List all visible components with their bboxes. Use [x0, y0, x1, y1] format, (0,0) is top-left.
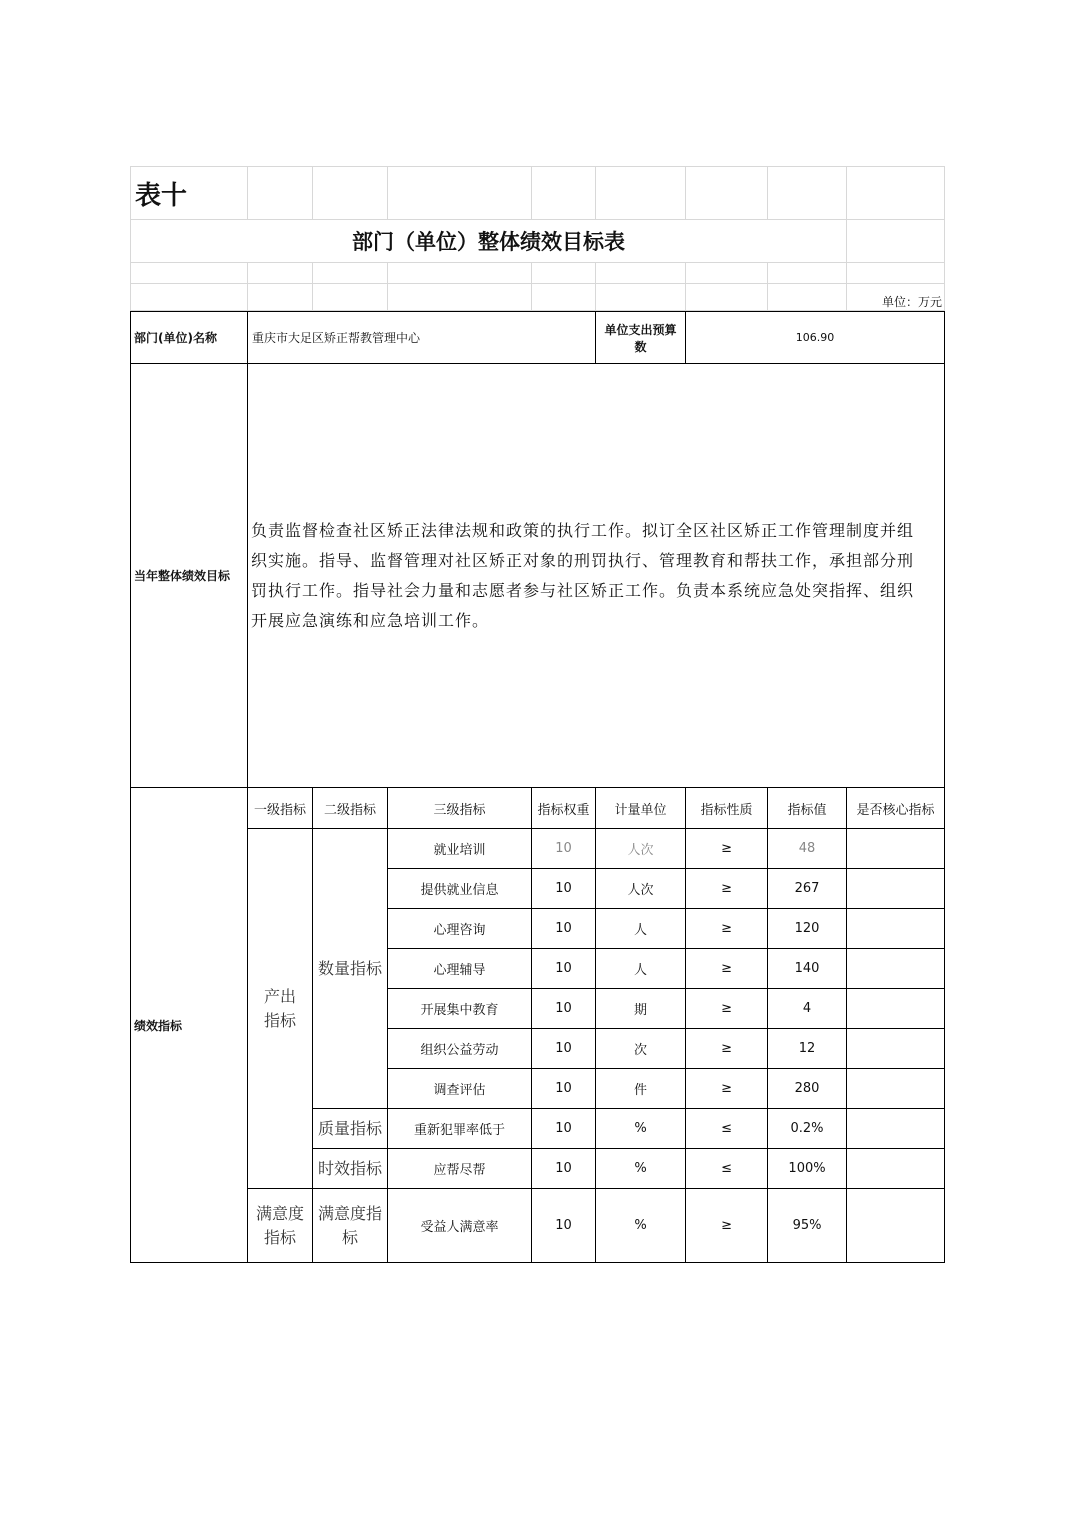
indicator-header-row [131, 788, 945, 829]
indicator-name: 提供就业信息 [388, 869, 532, 909]
indicator-name: 开展集中教育 [388, 989, 532, 1029]
indicator-core [847, 1189, 945, 1263]
header-unit: 计量单位 [596, 788, 686, 829]
indicator-weight: 10 [532, 949, 596, 989]
indicator-op: ≥ [686, 1069, 768, 1109]
level1-output: 产出指标 [248, 829, 313, 1189]
header-nature: 指标性质 [686, 788, 768, 829]
header-core: 是否核心指标 [847, 788, 945, 829]
indicator-value: 100% [768, 1149, 847, 1189]
indicator-weight: 10 [532, 829, 596, 869]
indicator-value: 140 [768, 949, 847, 989]
table-row [131, 1189, 945, 1263]
level1-satisfaction: 满意度指标 [248, 1189, 313, 1263]
indicator-unit: 次 [596, 1029, 686, 1069]
indicator-value: 48 [768, 829, 847, 869]
indicator-weight: 10 [532, 989, 596, 1029]
indicator-unit: 人 [596, 909, 686, 949]
indicator-weight: 10 [532, 1149, 596, 1189]
indicator-name: 调查评估 [388, 1069, 532, 1109]
indicator-unit: % [596, 1149, 686, 1189]
indicator-core [847, 869, 945, 909]
performance-target-sheet [130, 166, 944, 1263]
indicator-op: ≤ [686, 1109, 768, 1149]
level2-satisfaction: 满意度指标 [313, 1189, 388, 1263]
header-value: 指标值 [768, 788, 847, 829]
indicator-name: 心理咨询 [388, 909, 532, 949]
indicator-weight: 10 [532, 1189, 596, 1263]
indicator-name: 重新犯罪率低于 [388, 1109, 532, 1149]
sheet-header-grid [130, 166, 945, 311]
indicator-op: ≥ [686, 1029, 768, 1069]
indicator-weight: 10 [532, 909, 596, 949]
level2-quantity: 数量指标 [313, 829, 388, 1109]
indicator-weight: 10 [532, 1069, 596, 1109]
indicator-weight: 10 [532, 869, 596, 909]
indicator-name: 受益人满意率 [388, 1189, 532, 1263]
goal-text: 负责监督检查社区矫正法律法规和政策的执行工作。拟订全区社区矫正工作管理制度并组织实施。指导、监督管理对社区矫正对象的刑罚执行、管理教育和帮扶工作，承担部分刑罚执行工作。指导社会力量和志愿者参与社区矫正工作。负责本系统应急处突指挥、组织开展应急演练和应急培训工作。 [248, 364, 945, 788]
indicator-op: ≥ [686, 869, 768, 909]
budget-label: 单位支出预算数 [596, 312, 686, 364]
indicator-value: 267 [768, 869, 847, 909]
indicator-core [847, 909, 945, 949]
indicator-op: ≥ [686, 949, 768, 989]
indicator-unit: 人次 [596, 869, 686, 909]
indicator-name: 心理辅导 [388, 949, 532, 989]
indicator-core [847, 949, 945, 989]
indicator-op: ≥ [686, 909, 768, 949]
unit-label: 单位：万元 [847, 284, 945, 311]
indicator-weight: 10 [532, 1029, 596, 1069]
indicator-core [847, 1149, 945, 1189]
budget-value: 106.90 [686, 312, 945, 364]
indicators-label: 绩效指标 [131, 788, 248, 1263]
indicator-value: 95% [768, 1189, 847, 1263]
goal-row [131, 364, 945, 788]
indicator-unit: 件 [596, 1069, 686, 1109]
header-level3: 三级指标 [388, 788, 532, 829]
header-level1: 一级指标 [248, 788, 313, 829]
indicator-name: 应帮尽帮 [388, 1149, 532, 1189]
indicator-name: 就业培训 [388, 829, 532, 869]
indicator-op: ≤ [686, 1149, 768, 1189]
level2-quality: 质量指标 [313, 1109, 388, 1149]
indicator-op: ≥ [686, 829, 768, 869]
header-level2: 二级指标 [313, 788, 388, 829]
goal-label: 当年整体绩效目标 [131, 364, 248, 788]
indicator-weight: 10 [532, 1109, 596, 1149]
indicator-value: 12 [768, 1029, 847, 1069]
dept-name-value: 重庆市大足区矫正帮教管理中心 [248, 312, 596, 364]
indicator-name: 组织公益劳动 [388, 1029, 532, 1069]
indicator-value: 4 [768, 989, 847, 1029]
indicator-value: 120 [768, 909, 847, 949]
dept-row [131, 312, 945, 364]
table-row [131, 829, 945, 869]
indicator-value: 0.2% [768, 1109, 847, 1149]
performance-table [130, 311, 945, 1263]
indicator-unit: % [596, 1109, 686, 1149]
indicator-core [847, 829, 945, 869]
header-weight: 指标权重 [532, 788, 596, 829]
sheet-label: 表十 [131, 167, 248, 220]
indicator-value: 280 [768, 1069, 847, 1109]
indicator-core [847, 1109, 945, 1149]
indicator-core [847, 1069, 945, 1109]
indicator-op: ≥ [686, 989, 768, 1029]
indicator-unit: 人次 [596, 829, 686, 869]
indicator-core [847, 1029, 945, 1069]
indicator-core [847, 989, 945, 1029]
dept-name-label: 部门(单位)名称 [131, 312, 248, 364]
table-title: 部门（单位）整体绩效目标表 [131, 220, 847, 263]
indicator-unit: % [596, 1189, 686, 1263]
indicator-op: ≥ [686, 1189, 768, 1263]
indicator-unit: 期 [596, 989, 686, 1029]
indicator-unit: 人 [596, 949, 686, 989]
level2-timeliness: 时效指标 [313, 1149, 388, 1189]
